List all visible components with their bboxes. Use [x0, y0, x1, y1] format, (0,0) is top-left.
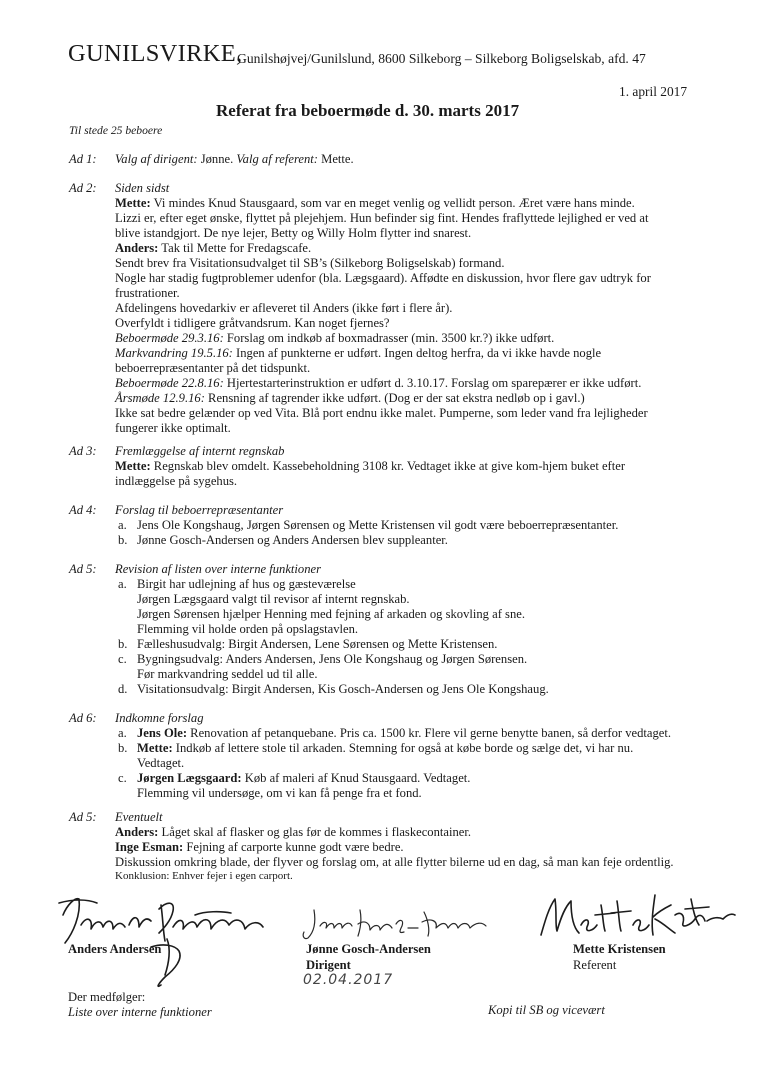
section-label: Ad 6: — [69, 711, 97, 725]
text-line: Ikke sat bedre gelænder op ved Vita. Blå port endnu ikke malet. Pumperne, som leder vand fra lejligheder — [115, 406, 648, 420]
text-line: Overfyldt i tidligere gråtvandsrum. Kan noget fjernes? — [115, 316, 390, 330]
section-label: Ad 2: — [69, 181, 97, 195]
text-line: beboerrepræsentanter på det tidspunkt. — [115, 361, 311, 375]
section-label: Ad 4: — [69, 503, 97, 517]
list-item: Mette: Indkøb af lettere stole til arkaden. Stemning for også at købe borde og sælge det, vi har nu. — [137, 741, 634, 755]
text-line: Diskussion omkring blade, der flyver og forslag om, at alle flytter bilerne ud en dag, så man kan feje ordentlig. — [115, 855, 674, 869]
signature-role-dirigent: Dirigent — [306, 958, 351, 972]
list-item: Flemming vil holde orden på opslagstavlen. — [137, 622, 359, 636]
signature-role-referent: Referent — [573, 958, 617, 972]
text-line: Beboermøde 29.3.16: Forslag om indkøb af boxmadrasser (min. 3500 kr.?) ikke udført. — [115, 331, 555, 345]
list-item: Før markvandring seddel ud til alle. — [137, 667, 318, 681]
section-label: Ad 5: — [69, 810, 97, 824]
list-marker: d. — [118, 682, 128, 696]
text-line: Årsmøde 12.9.16: Rensning af tagrender ikke udført. (Dog er der sat ekstra nedløb op i gavl.) — [115, 391, 585, 405]
list-item: Flemming vil undersøge, om vi kan få penge fra et fond. — [137, 786, 422, 800]
text-line: Afdelingens hovedarkiv er afleveret til Anders (ikke ført i flere år). — [115, 301, 453, 315]
text-line: Mette: Regnskab blev omdelt. Kassebeholdning 3108 kr. Vedtaget ikke at give kom-hjem buket efter — [115, 459, 626, 473]
list-marker: c. — [118, 771, 127, 785]
list-marker: a. — [118, 577, 127, 591]
section-heading: Fremlæggelse af internt regnskab — [115, 444, 285, 458]
text-line: Inge Esman: Fejning af carporte kunne godt være bedre. — [115, 840, 404, 854]
attachment-label: Der medfølger: — [68, 990, 146, 1004]
section-label: Ad 3: — [69, 444, 97, 458]
list-item: Jønne Gosch-Andersen og Anders Andersen blev suppleanter. — [137, 533, 448, 547]
list-marker: b. — [118, 741, 128, 755]
list-item: Bygningsudvalg: Anders Andersen, Jens Ole Kongshaug og Jørgen Sørensen. — [137, 652, 528, 666]
list-marker: b. — [118, 637, 128, 651]
signature-name-anders: Anders Andersen — [68, 942, 162, 956]
text-line: Sendt brev fra Visitationsudvalget til SB’s (Silkeborg Boligselskab) formand. — [115, 256, 505, 270]
text-line: indlæggelse på sygehus. — [115, 474, 238, 488]
text-line: Lizzi er, efter eget ønske, flyttet på plejehjem. Hun befinder sig fint. Hendes fraflyttede lejlighed er ved at — [115, 211, 649, 225]
list-item: Jørgen Lægsgaard: Køb af maleri af Knud Stausgaard. Vedtaget. — [137, 771, 471, 785]
list-item: Jørgen Lægsgaard valgt til revisor af internt regnskab. — [137, 592, 410, 606]
list-item: Jens Ole: Renovation af petanquebane. Pris ca. 1500 kr. Flere vil gerne benytte banen, så derfor vedtaget. — [137, 726, 672, 740]
text-line: fungerer ikke optimalt. — [115, 421, 231, 435]
document-date: 1. april 2017 — [619, 84, 688, 99]
list-marker: c. — [118, 652, 127, 666]
text-line: Markvandring 19.5.16: Ingen af punkterne er udført. Ingen deltog herfra, da vi ikke havde nogle — [115, 346, 602, 360]
signature-mette — [535, 885, 735, 945]
copy-note: Kopi til SB og vicevært — [488, 1003, 605, 1017]
organization-address: Gunilshøjvej/Gunilslund, 8600 Silkeborg – Silkeborg Boligselskab, afd. 47 — [237, 51, 646, 66]
signature-date: 02.04.2017 — [303, 972, 394, 988]
text-line: Konklusion: Enhver fejer i egen carport. — [115, 870, 293, 882]
list-item: Fælleshusudvalg: Birgit Andersen, Lene Sørensen og Mette Kristensen. — [137, 637, 498, 651]
text-line: Nogle har stadig fugtproblemer udenfor (bla. Lægsgaard). Affødte en diskussion, hvor flere gav udtryk for — [115, 271, 651, 285]
text-line: Beboermøde 22.8.16: Hjertestarterinstruktion er udført d. 3.10.17. Forslag om sparepærer er ikke udført. — [115, 376, 642, 390]
attachment-item: Liste over interne funktioner — [68, 1005, 212, 1019]
document-title: Referat fra beboermøde d. 30. marts 2017 — [216, 101, 520, 120]
section-heading: Revision af listen over interne funktioner — [115, 562, 322, 576]
list-item: Vedtaget. — [137, 756, 185, 770]
list-item: Jens Ole Kongshaug, Jørgen Sørensen og Mette Kristensen vil godt være beboerrepræsentanter. — [137, 518, 619, 532]
text-line: blive istandgjort. De nye lejer, Betty og Willy Holm flytter ind snarest. — [115, 226, 472, 240]
section-heading: Indkomne forslag — [115, 711, 204, 725]
organization-name: GUNILSVIRKE, — [68, 40, 243, 67]
list-item: Visitationsudvalg: Birgit Andersen, Kis Gosch-Andersen og Jens Ole Kongshaug. — [137, 682, 549, 696]
attendance-note: Til stede 25 beboere — [69, 124, 163, 137]
list-marker: a. — [118, 518, 127, 532]
section-label: Ad 1: — [69, 152, 97, 166]
signature-anders — [55, 885, 285, 995]
signature-name-jonne: Jønne Gosch-Andersen — [306, 942, 431, 956]
text-line: frustrationer. — [115, 286, 180, 300]
list-marker: a. — [118, 726, 127, 740]
text-line: Anders: Tak til Mette for Fredagscafe. — [115, 241, 312, 255]
text-line: Mette: Vi mindes Knud Stausgaard, som var en meget venlig og vellidt person. Æret være hans minde. — [115, 196, 635, 210]
section-heading: Eventuelt — [115, 810, 163, 824]
text-line: Anders: Låget skal af flasker og glas før de kommes i flaskecontainer. — [115, 825, 472, 839]
list-item: Jørgen Sørensen hjælper Henning med fejning af arkaden og skovling af sne. — [137, 607, 525, 621]
list-marker: b. — [118, 533, 128, 547]
signature-name-mette: Mette Kristensen — [573, 942, 666, 956]
section-heading: Forslag til beboerrepræsentanter — [115, 503, 284, 517]
section-1-line: Valg af dirigent: Jønne. Valg af referent: Mette. — [115, 152, 354, 166]
section-heading: Siden sidst — [115, 181, 170, 195]
list-item: Birgit har udlejning af hus og gæsteværelse — [137, 577, 356, 591]
section-label: Ad 5: — [69, 562, 97, 576]
